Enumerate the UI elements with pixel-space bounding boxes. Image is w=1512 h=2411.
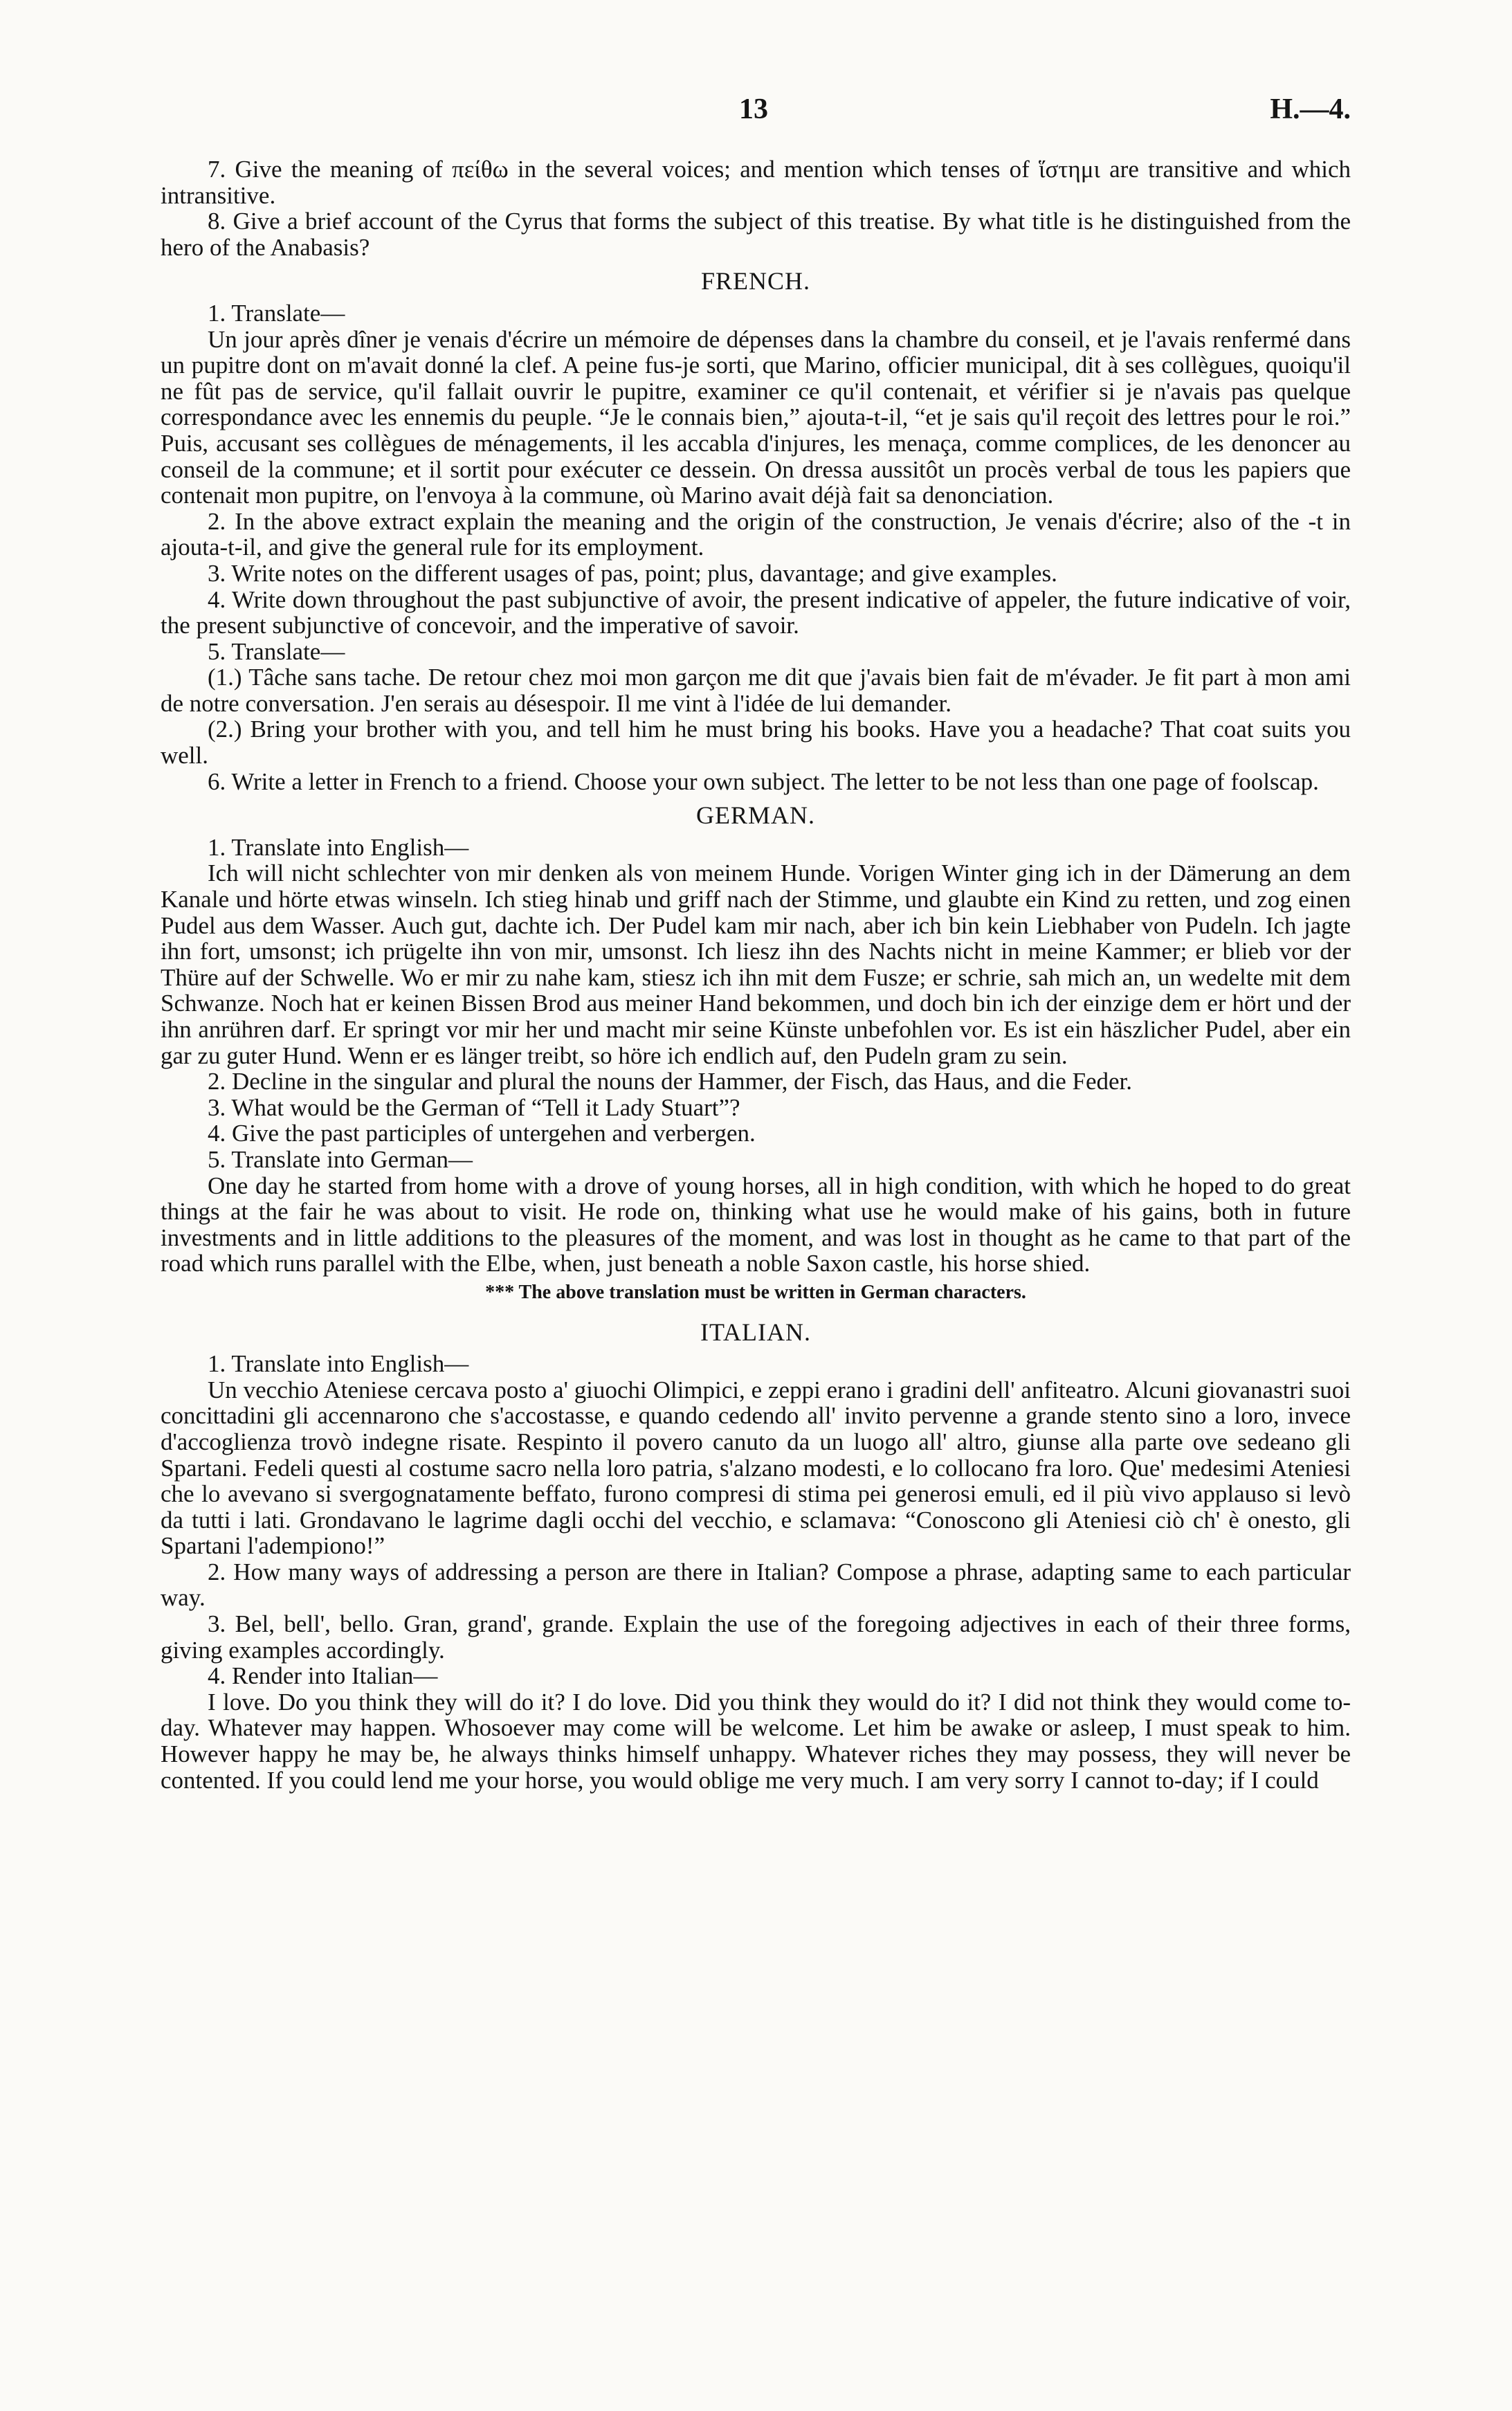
german-question-1-label: 1. Translate into English— [208,833,469,861]
french-question-5-part-2: (2.) Bring your brother with you, and tell him he must bring his books. Have you a headache? That coat suits you well. [161,716,1351,770]
french-question-1-label: 1. Translate— [208,299,345,327]
italian-render-passage: I love. Do you think they will do it? I do love. Did you think they would do it? I did not think they would come to-day. Whatever may happen. Whosoever may come will be welcome. Let him be awake or asleep, I must speak to him. However happy he may be, he always thinks himself unhappy. Whatever riches they may possess, they will never be contented. If you could lend me your horse, you would oblige me very much. I am very sorry I cannot to-day; if I could [161,1688,1351,1794]
french-question-4: 4. Write down throughout the past subjunctive of avoir, the present indicative of appeler, the future indicative of voir, the present subjunctive of concevoir, and the imperative of savoir. [161,585,1351,639]
section-title-italian: ITALIAN. [700,1318,812,1346]
french-question-5-label: 5. Translate— [208,637,345,665]
page-number: 13 [739,93,768,125]
exam-page [161,93,1351,1794]
german-characters-note: *** The above translation must be written in German characters. [485,1281,1026,1303]
italian-question-4-label: 4. Render into Italian— [208,1662,438,1690]
section-title-german: GERMAN. [695,801,815,830]
french-passage: Un jour après dîner je venais d'écrire un mémoire de dépenses dans la chambre du conseil, et je l'avais renfermé dans un pupitre dont on m'avait donné la clef. A peine fus-je sorti, que Marino, officier municipal, dit à ses collègues, quoiqu'il ne fût pas de service, qu'il fallait ouvrir le pupitre, examiner ce qu'il contenait, et vérifier si je n'avais pas quelque correspondance avec les ennemis du peuple. “Je le connais bien,” ajouta-t-il, “et je sais qu'il reçoit des lettres pour le roi.” Puis, accusant ses collègues de ménagements, il les accabla d'injures, les menaça, comme complices, de les denoncer au conseil de la commune; et il sortit pour exécuter ce dessein. On dressa aussitôt un procès verbal de tous les papiers que contenait mon pupitre, on l'envoya à la commune, où Marino avait déjà fait sa denonciation. [161,325,1351,509]
french-question-2: 2. In the above extract explain the meaning and the origin of the construction, Je venais d'écrire; also of the -t in ajouta-t-il, and give the general rule for its employment. [161,507,1351,561]
german-question-2: 2. Decline in the singular and plural the nouns der Hammer, der Fisch, das Haus, and die Feder. [208,1068,1133,1095]
greek-question-7: 7. Give the meaning of πείθω in the several voices; and mention which tenses of ἵστημι are transitive and which intransitive. [161,156,1351,209]
italian-question-1-label: 1. Translate into English— [208,1350,469,1378]
italian-question-3: 3. Bel, bell', bello. Gran, grand', grande. Explain the use of the foregoing adjectives in each of their three forms, giving examples accordingly. [161,1610,1351,1664]
italian-question-2: 2. How many ways of addressing a person are there in Italian? Compose a phrase, adapting same to each particular way. [161,1558,1351,1612]
german-passage: Ich will nicht schlechter von mir denken als von meinem Hunde. Vorigen Winter ging ich in der Dämerung an dem Kanale und hörte etwas winseln. Ich stieg hinab und griff nach der Stimme, und glaubte ein Kind zu retten, und zog einen Pudel aus dem Wasser. Auch gut, dachte ich. Der Pudel kam mir nach, aber ich bin kein Liebhaber von Pudeln. Ich jagte ihn fort, umsonst; ich prügelte ihn von mir, umsonst. Ich liesz ihn des Nachts nicht in meine Kammer; er blieb vor der Thüre auf der Schwelle. Wo er mir zu nahe kam, stiesz ich ihn mit dem Fusze; er schrie, sah mich an, un wedelte mit dem Schwanze. Noch hat er keinen Bissen Brod aus meiner Hand bekommen, und doch bin ich der einzige dem er hört und der ihn anrühren darf. Er springt vor mir her und macht mir seine Künste unbefohlen vor. Es ist ein häszlicher Pudel, aber ein gar zu guter Hund. Wenn er es länger treibt, so höre ich endlich auf, den Pudeln gram zu sein. [161,859,1351,1069]
section-title-french: FRENCH. [700,267,811,295]
german-question-5-label: 5. Translate into German— [208,1145,473,1173]
greek-question-8: 8. Give a brief account of the Cyrus that forms the subject of this treatise. By what title is he distinguished from the hero of the Anabasis? [161,208,1351,261]
french-question-3: 3. Write notes on the different usages of pas, point; plus, davantage; and give examples. [208,559,1057,587]
page-header [161,93,1351,156]
german-question-4: 4. Give the past participles of untergehen and verbergen. [208,1120,756,1147]
french-question-6: 6. Write a letter in French to a friend. Choose your own subject. The letter to be not less than one page of foolscap. [208,767,1319,795]
italian-passage: Un vecchio Ateniese cercava posto a' giuochi Olimpici, e zeppi erano i gradini dell' anfiteatro. Alcuni giovanastri suoi concittadini gli accennarono che s'accostasse, e quando cedendo all' invito pervenne a grande stento sino a loro, invece d'accoglienza trovò indegne risate. Respinto il povero canuto da un luogo all' altro, giunse alla parte ove sedeano gli Spartani. Fedeli questi al costume sacro nella loro patria, s'alzano modesti, e lo collocano fra loro. Que' medesimi Ateniesi che lo avevano si svergognatamente beffato, furono compresi di stima pei generosi emuli, ed il più vivo applauso si levò da tutti i lati. Grondavano le lagrime dagli occhi del vecchio, e sclamava: “Conoscono gli Ateniesi ciò ch' è onesto, gli Spartani l'adempiono!” [161,1376,1351,1560]
document-reference: H.—4. [1270,93,1351,125]
german-question-3: 3. What would be the German of “Tell it Lady Stuart”? [208,1093,740,1121]
french-question-5-part-1: (1.) Tâche sans tache. De retour chez moi mon garçon me dit que j'avais bien fait de m'évader. Je fit part à mon ami de notre conversation. J'en serais au désespoir. Il me vint à l'idée de lui demander. [161,664,1351,717]
german-translation-passage: One day he started from home with a drove of young horses, all in high condition, with which he hoped to do great things at the fair he was about to visit. He rode on, thinking what use he would make of his gains, both in future investments and in little additions to the pleasures of the moment, and was lost in thought as he came to that part of the road which runs parallel with the Elbe, when, just beneath a noble Saxon castle, his horse shied. [161,1172,1351,1277]
